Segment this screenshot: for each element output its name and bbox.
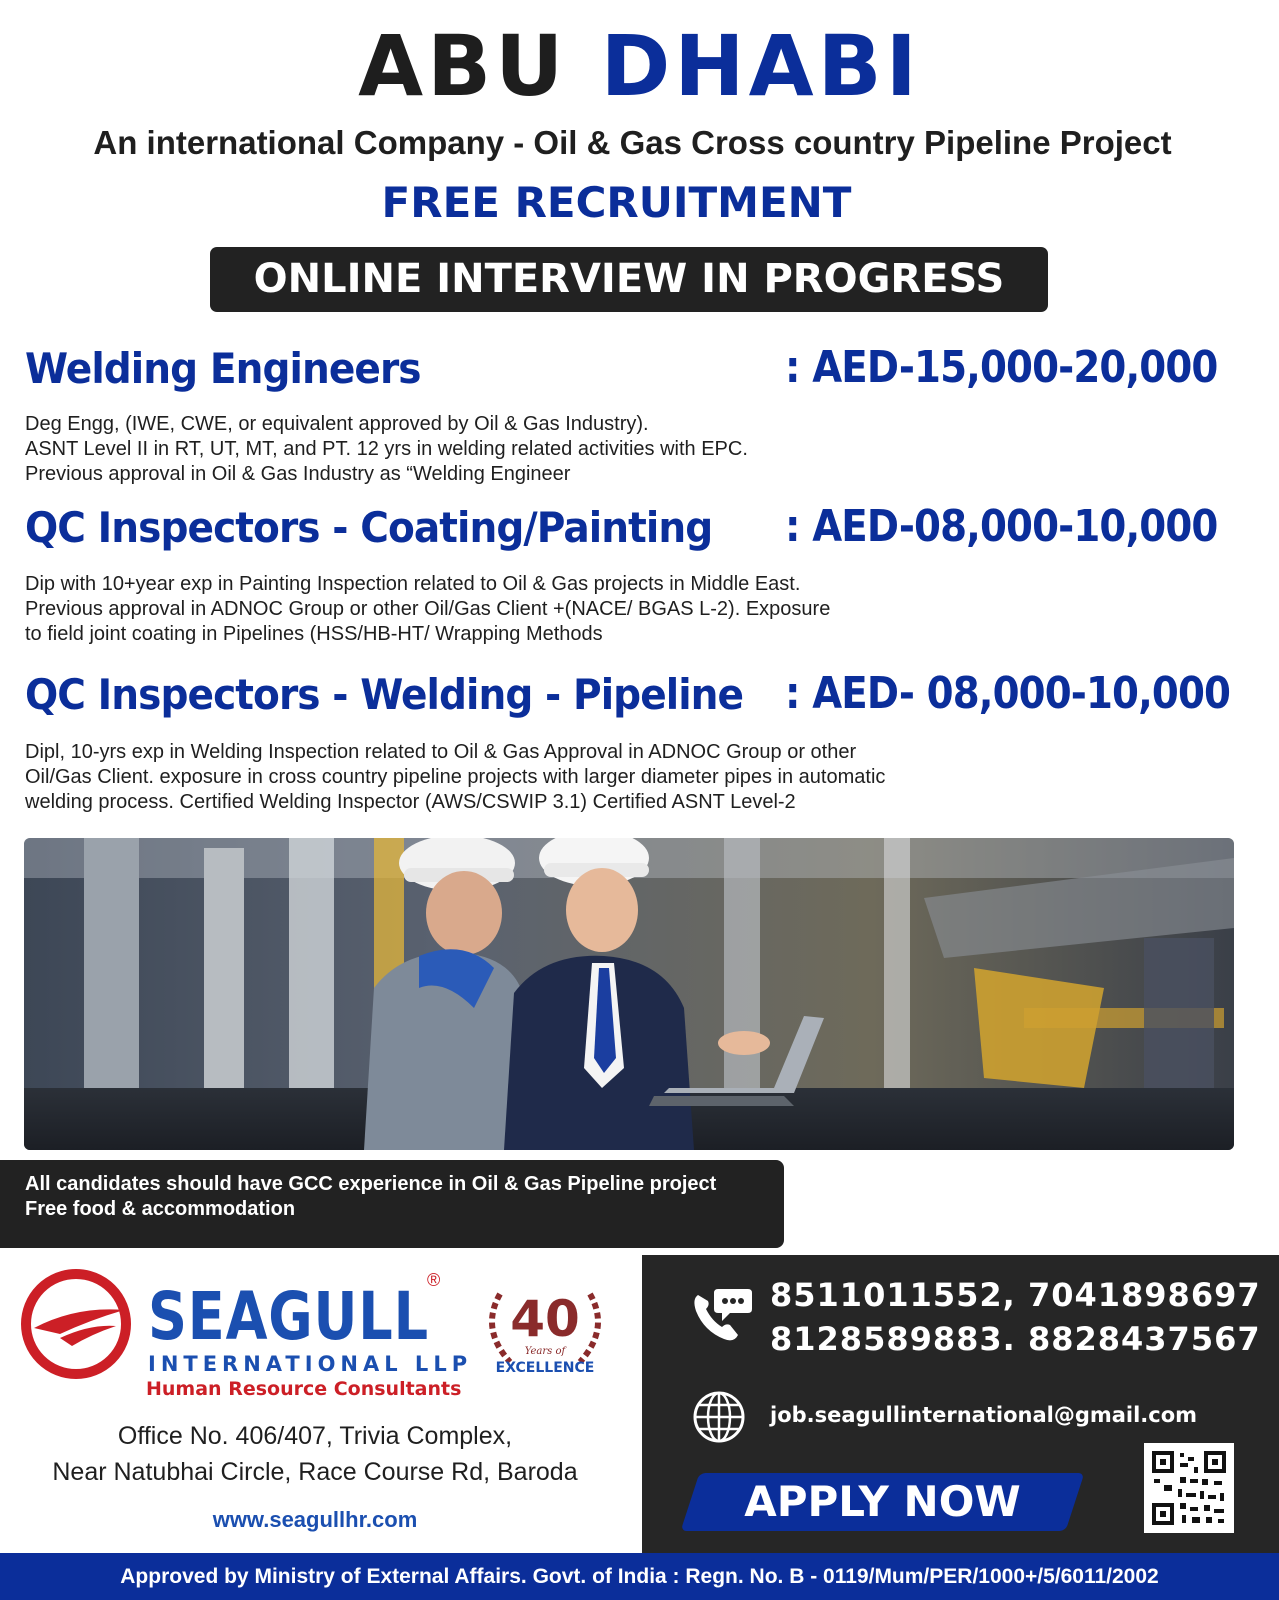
company-tagline: Human Resource Consultants	[146, 1378, 462, 1400]
job-salary-qc-coating: : AED-08,000-10,000	[785, 501, 1218, 552]
qr-code-icon[interactable]	[1144, 1443, 1234, 1533]
email-link[interactable]: job.seagullinternational@gmail.com	[770, 1403, 1198, 1427]
job-desc-line: Previous approval in ADNOC Group or other Oil/Gas Client +(NACE/ BGAS L-2). Exposure	[25, 598, 831, 620]
banner-line: All candidates should have GCC experience in Oil & Gas Pipeline project	[25, 1173, 717, 1195]
banner-line: Free food & accommodation	[25, 1198, 296, 1220]
job-desc-line: to field joint coating in Pipelines (HSS/HB-HT/ Wrapping Methods	[25, 623, 603, 645]
job-salary-welding-engineers: : AED-15,000-20,000	[785, 342, 1218, 393]
seagull-logo-icon	[20, 1268, 132, 1385]
free-recruitment-heading: FREE RECRUITMENT	[381, 178, 852, 227]
job-desc-line: Previous approval in Oil & Gas Industry as “Welding Engineer	[25, 463, 571, 485]
job-title-welding-engineers: Welding Engineers	[25, 344, 421, 393]
page-title	[0, 18, 1279, 114]
phone-numbers[interactable]	[770, 1273, 1261, 1361]
job-desc-line: ASNT Level II in RT, UT, MT, and PT. 12 yrs in welding related activities with EPC.	[25, 438, 748, 460]
years-badge	[480, 1284, 610, 1389]
job-salary-qc-welding: : AED- 08,000-10,000	[785, 668, 1231, 719]
phone-line[interactable]: 8128589883. 8828437567	[770, 1320, 1261, 1358]
job-description	[25, 412, 955, 487]
job-desc-line: Oil/Gas Client. exposure in cross country pipeline projects with larger diameter pipes in automatic	[25, 766, 886, 788]
badge-number: 40	[510, 1290, 580, 1348]
address-line: Office No. 406/407, Trivia Complex,	[117, 1422, 513, 1450]
job-desc-line: Dip with 10+year exp in Painting Inspection related to Oil & Gas projects in Middle East.	[25, 573, 801, 595]
contact-panel	[642, 1255, 1279, 1553]
website-link[interactable]: www.seagullhr.com	[212, 1507, 418, 1532]
engineers-photo	[24, 838, 1234, 1150]
job-desc-line: Deg Engg, (IWE, CWE, or equivalent approved by Oil & Gas Industry).	[25, 413, 649, 435]
globe-icon	[692, 1390, 746, 1449]
office-address	[0, 1418, 630, 1490]
job-desc-line: Dipl, 10-yrs exp in Welding Inspection related to Oil & Gas Approval in ADNOC Group or other	[25, 741, 857, 763]
online-interview-badge: ONLINE INTERVIEW IN PROGRESS	[210, 247, 1048, 312]
job-desc-line: welding process. Certified Welding Inspector (AWS/CSWIP 3.1) Certified ASNT Level-2	[25, 791, 796, 813]
registered-mark: ®	[427, 1270, 441, 1290]
requirements-banner	[0, 1160, 784, 1248]
company-name: SEAGULL	[148, 1278, 429, 1355]
phone-line[interactable]: 8511011552, 7041898697	[770, 1276, 1261, 1314]
job-description	[25, 572, 955, 647]
title-dhabi: DHABI	[600, 17, 921, 115]
badge-excellence: EXCELLENCE	[495, 1360, 595, 1376]
subtitle: An international Company - Oil & Gas Cross country Pipeline Project	[93, 124, 1172, 161]
phone-icon	[690, 1285, 752, 1348]
job-title-qc-welding: QC Inspectors - Welding - Pipeline	[25, 670, 744, 719]
address-line: Near Natubhai Circle, Race Course Rd, Baroda	[52, 1458, 578, 1486]
apply-now-button[interactable]: APPLY NOW	[744, 1477, 1021, 1526]
title-abu: ABU	[358, 17, 568, 115]
badge-years: Years of	[524, 1346, 566, 1357]
job-title-qc-coating: QC Inspectors - Coating/Painting	[25, 503, 713, 552]
footer-approval: Approved by Ministry of External Affairs. Govt. of India : Regn. No. B - 0119/Mum/PER/1000+/5/6011/2002	[0, 1553, 1279, 1600]
company-name-sub: INTERNATIONAL LLP	[148, 1352, 473, 1376]
job-description	[25, 740, 955, 815]
